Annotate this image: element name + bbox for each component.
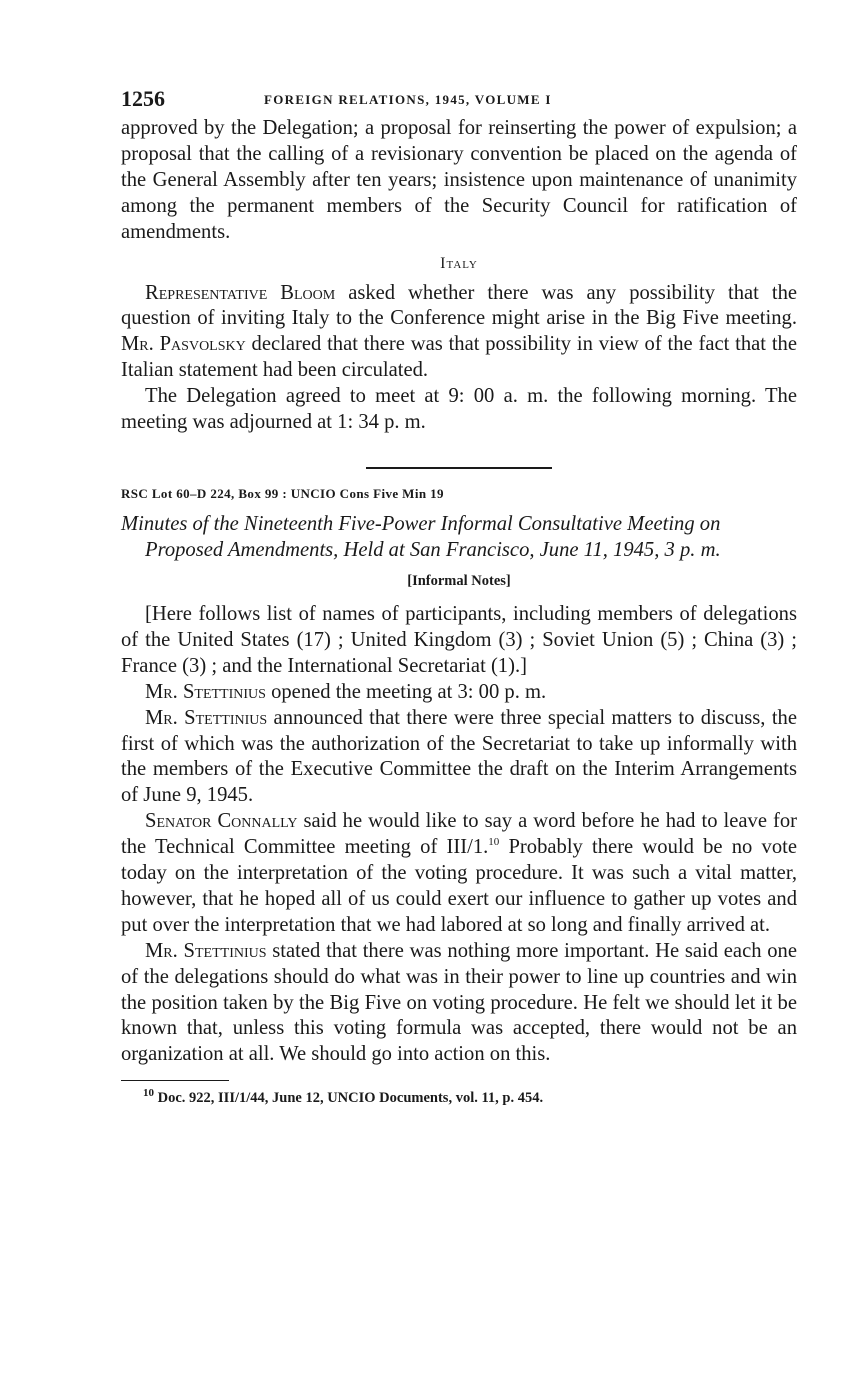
paragraph-text: stated that there was nothing more important. He said each one of the delegations should do what was in their power to line up countries and win the position taken by the Big Five on voting procedure. He felt we should let it be known that, unless this voting formula was accepted, there would not be an organization at all. We should go into action on this. xyxy=(121,939,797,1066)
source-citation: RSC Lot 60–D 224, Box 99 : UNCIO Cons Five Min 19 xyxy=(121,485,444,501)
connally-paragraph xyxy=(121,809,797,939)
paragraph-text: said he would like to say a word before he had to leave for the Technical Committee meeting of III/1. xyxy=(121,810,797,859)
footnote-reference[interactable]: 10 xyxy=(488,836,500,849)
paragraph-text: announced that there were three special matters to discuss, the first of which was the authorization of the Secretariat to take up informally with the members of the Executive Committee the draft on the Interim Arrangements of June 9, 1945. xyxy=(121,706,797,807)
stettinius-paragraph xyxy=(121,939,797,1069)
announcement-paragraph xyxy=(121,706,797,810)
speaker-name: Mr. Stettinius xyxy=(145,939,267,962)
document-page xyxy=(121,86,797,1107)
speaker-name: Representative Bloom xyxy=(145,281,336,304)
italy-paragraph-1 xyxy=(121,281,797,385)
footnote-divider xyxy=(121,1080,229,1081)
italy-paragraph-2: The Delegation agreed to meet at 9: 00 a. m. the following morning. The meeting was adjourned at 1: 34 p. m. xyxy=(121,385,797,434)
running-head: FOREIGN RELATIONS, 1945, VOLUME I xyxy=(264,92,552,107)
footnote xyxy=(121,1087,797,1107)
footnote-marker: 10 xyxy=(143,1087,154,1100)
footnote-text: Doc. 922, III/1/44, June 12, UNCIO Documents, vol. 11, p. 454. xyxy=(154,1090,544,1107)
speaker-name: Mr. Pasvolsky xyxy=(121,333,246,356)
section-divider xyxy=(366,467,552,469)
document-title: Minutes of the Nineteenth Five-Power Informal Consultative Meeting on Proposed Amendments, Held at San Francisco, June 11, 1945, 3 p. m. xyxy=(121,512,721,561)
paragraph-text: declared that there was that possibility in view of the fact that the Italian statement had been circulated. xyxy=(121,333,797,382)
participants-paragraph: [Here follows list of names of participants, including members of delegations of the United States (17) ; United Kingdom (3) ; Soviet Union (5) ; China (3) ; France (3) ; and the International Secretariat (1).] xyxy=(121,602,797,677)
paragraph-text: Probably there would be no vote today on the interpretation of the voting procedure. It was such a vital matter, however, that he hoped all of us could exert our influence to gather up votes and put over the interpretation that we had labored at so long and finally arrived at. xyxy=(121,836,797,936)
speaker-name: Mr. Stettinius xyxy=(145,680,266,703)
section-heading-italy: Italy xyxy=(440,254,478,272)
document-subtitle: [Informal Notes] xyxy=(407,572,511,589)
paragraph-text: asked whether there was any possibility that the question of inviting Italy to the Conference might arise in the Big Five meeting. xyxy=(121,281,798,330)
opening-paragraph xyxy=(121,680,797,706)
speaker-name: Mr. Stettinius xyxy=(145,706,268,729)
continued-paragraph: approved by the Delegation; a proposal for reinserting the power of expulsion; a proposal that the calling of a revisionary convention be placed on the agenda of the General Assembly after ten years; insistence upon maintenance of unanimity among the permanent members of the Security Council for ratification of amendments. xyxy=(121,117,797,243)
page-header xyxy=(121,86,797,116)
paragraph-text: opened the meeting at 3: 00 p. m. xyxy=(265,680,547,703)
page-number: 1256 xyxy=(121,86,165,111)
speaker-name: Senator Connally xyxy=(145,810,298,833)
